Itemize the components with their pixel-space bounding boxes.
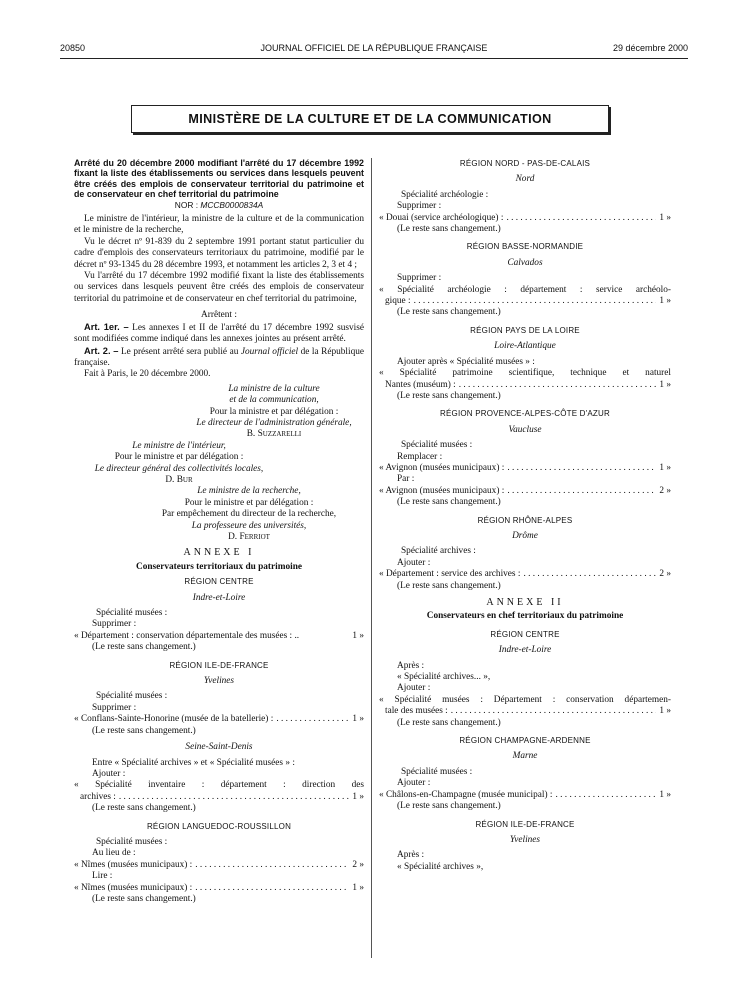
annexe-1-heading: ANNEXE I bbox=[183, 547, 255, 559]
signature-culture bbox=[74, 384, 364, 441]
article-2-label: Art. 2. – bbox=[84, 345, 119, 356]
action-label: Ajouter : bbox=[397, 557, 431, 568]
article-2 bbox=[74, 346, 364, 370]
action-label: Supprimer : bbox=[397, 201, 442, 212]
rest-unchanged: (Le reste sans changement.) bbox=[92, 642, 196, 653]
after-label: Après : bbox=[397, 850, 425, 861]
spec-label: Spécialité archéologie : bbox=[401, 189, 489, 200]
action-label: Ajouter : bbox=[92, 768, 126, 779]
list-item: tale des musées : . . . 1 » bbox=[379, 706, 671, 717]
dept-indre-et-loire-1: Indre-et-Loire bbox=[192, 592, 246, 603]
region-languedoc-roussillon: RÉGION LANGUEDOC-ROUSSILLON bbox=[146, 821, 292, 831]
annexe-1-title: Conservateurs territoriaux du patrimoine bbox=[135, 561, 303, 572]
list-item: archives : . . . 1 » bbox=[74, 792, 364, 803]
rest-unchanged: (Le reste sans changement.) bbox=[397, 224, 501, 235]
region-centre-2: RÉGION CENTRE bbox=[490, 629, 560, 639]
region-centre-1: RÉGION CENTRE bbox=[184, 577, 254, 587]
region-rhone-alpes: RÉGION RHÔNE-ALPES bbox=[477, 515, 573, 525]
decree-para-3: Vu l'arrêté du 17 décembre 1992 modifié fixant la liste des établissements ou services dans lesquels peuvent être créés des emplois de conservateur territorial du patrimoine et de conservateur en chef territorial du patrimoine, bbox=[74, 271, 364, 304]
list-item: « Nîmes (musées municipaux) : . . . 1 » bbox=[74, 883, 364, 894]
list-item: « Département : service des archives : . . . 2 » bbox=[379, 569, 671, 580]
sig1-line1: La ministre de la culture bbox=[228, 383, 320, 394]
issue-date: 29 décembre 2000 bbox=[612, 43, 688, 53]
page-header bbox=[60, 42, 688, 54]
sig3-line4: La professeure des universités, bbox=[191, 520, 307, 531]
sig1-line3: Pour la ministre et par délégation : bbox=[209, 406, 339, 417]
nor-reference bbox=[74, 200, 364, 211]
spec-label: Spécialité musées : bbox=[96, 836, 168, 847]
region-pays-de-la-loire: RÉGION PAYS DE LA LOIRE bbox=[470, 325, 580, 335]
list-item: « Avignon (musées municipaux) : . . . 1 » bbox=[379, 463, 671, 474]
action-label: Ajouter : bbox=[397, 683, 431, 694]
spec-label: Spécialité musées : bbox=[401, 766, 473, 777]
rest-unchanged: (Le reste sans changement.) bbox=[397, 307, 501, 318]
action-label: Ajouter : bbox=[397, 778, 431, 789]
action-label: Supprimer : bbox=[92, 702, 137, 713]
column-divider bbox=[371, 158, 372, 958]
sig3-signatory: D. Ferriot bbox=[228, 532, 270, 542]
sig2-signatory: D. Bur bbox=[165, 474, 193, 485]
after-label: Après : bbox=[397, 660, 425, 671]
list-item: « Châlons-en-Champagne (musée municipal) : . . . 1 » bbox=[379, 790, 671, 801]
dept-drome: Drôme bbox=[512, 530, 538, 541]
page-number: 20850 bbox=[60, 43, 86, 53]
sig2-line1: Le ministre de l'intérieur, bbox=[132, 440, 226, 451]
rest-unchanged: (Le reste sans changement.) bbox=[397, 390, 501, 401]
list-item: « Spécialité inventaire : département : direction des bbox=[74, 780, 364, 791]
rest-unchanged: (Le reste sans changement.) bbox=[397, 717, 501, 728]
region-paca: RÉGION PROVENCE-ALPES-CÔTE D'AZUR bbox=[440, 409, 610, 419]
dept-nord: Nord bbox=[515, 174, 535, 185]
action-label: Par : bbox=[397, 474, 415, 485]
decree-title: Arrêté du 20 décembre 2000 modifiant l'arrêté du 17 décembre 1992 fixant la liste des établissements ou services dans lesquels peuvent être créés des emplois de conservateur territorial du patrimoine et de conservateur en chef territorial du patrimoine bbox=[74, 158, 364, 200]
sig2-line3: Le directeur général des collectivités locales, bbox=[94, 463, 264, 474]
action-label: Supprimer : bbox=[92, 619, 137, 630]
decree-para-2: Vu le décret nº 91-839 du 2 septembre 1991 portant statut particulier du cadre d'emplois des conservateurs territoriaux du patrimoine, modifié par le décret nº 93-1345 du 28 décembre 1993, et notamment les articles 2, 3 et 4 ; bbox=[74, 236, 364, 270]
sig3-line1: Le ministre de la recherche, bbox=[197, 486, 301, 497]
spec-label: Spécialité musées : bbox=[96, 691, 168, 702]
quote-line: « Spécialité archives », bbox=[397, 861, 484, 872]
signature-recherche bbox=[74, 486, 364, 543]
list-item: « Département : conservation départementale des musées : .. 1 » bbox=[74, 630, 364, 641]
dept-calvados: Calvados bbox=[507, 257, 543, 268]
list-item: « Douai (service archéologique) : . . . 1 » bbox=[379, 213, 671, 224]
article-2-text-b: de la République française. bbox=[74, 346, 364, 368]
spec-label: Spécialité musées : bbox=[401, 440, 473, 451]
rest-unchanged: (Le reste sans changement.) bbox=[92, 725, 196, 736]
rest-unchanged: (Le reste sans changement.) bbox=[397, 801, 501, 812]
region-basse-normandie: RÉGION BASSE-NORMANDIE bbox=[466, 242, 584, 252]
list-item: « Spécialité patrimoine scientifique, technique et naturel bbox=[379, 368, 671, 379]
list-item: « Avignon (musées municipaux) : . . . 2 » bbox=[379, 486, 671, 497]
article-1-label: Art. 1er. – bbox=[84, 321, 129, 332]
action-label: Supprimer : bbox=[397, 273, 442, 284]
nor-code: MCCB0000834A bbox=[200, 199, 264, 210]
region-champagne-ardenne: RÉGION CHAMPAGNE-ARDENNE bbox=[459, 736, 591, 746]
ministry-heading: MINISTÈRE DE LA CULTURE ET DE LA COMMUNICATION bbox=[131, 105, 609, 133]
article-1-text: Les annexes I et II de l'arrêté du 17 décembre 1992 susvisé sont modifiées comme indiqué dans les annexes jointes au présent arrêté. bbox=[74, 322, 364, 345]
region-nord-pas-de-calais: RÉGION NORD - PAS-DE-CALAIS bbox=[459, 159, 591, 168]
action-label: Au lieu de : bbox=[92, 848, 136, 859]
list-item: « Spécialité musées : Département : conservation départemen- bbox=[379, 694, 671, 705]
list-item: « Conflans-Sainte-Honorine (musée de la batellerie) : . . . 1 » bbox=[74, 714, 364, 725]
left-column bbox=[74, 158, 364, 905]
nor-label: NOR : bbox=[174, 199, 199, 210]
action-label: Lire : bbox=[92, 871, 113, 882]
rest-unchanged: (Le reste sans changement.) bbox=[397, 497, 501, 508]
right-column bbox=[379, 158, 671, 873]
annexe-2-heading: ANNEXE II bbox=[486, 597, 564, 608]
rest-unchanged: (Le reste sans changement.) bbox=[92, 893, 196, 904]
header-rule bbox=[60, 58, 688, 59]
after-label: Ajouter après « Spécialité musées » : bbox=[397, 356, 535, 367]
rest-unchanged: (Le reste sans changement.) bbox=[397, 580, 501, 591]
sig2-line2: Pour le ministre et par délégation : bbox=[114, 452, 244, 463]
journal-title: JOURNAL OFFICIEL DE LA RÉPUBLIQUE FRANÇAISE bbox=[260, 43, 488, 53]
between-label: Entre « Spécialité archives » et « Spécialité musées » : bbox=[92, 757, 295, 768]
sig3-line3: Par empêchement du directeur de la recherche, bbox=[161, 509, 337, 520]
decree-para-1: Le ministre de l'intérieur, la ministre de la culture et de la communication et le ministre de la recherche, bbox=[74, 214, 364, 236]
dept-vaucluse: Vaucluse bbox=[508, 424, 542, 435]
region-idf-1: RÉGION ILE-DE-FRANCE bbox=[169, 660, 269, 670]
sig1-line4: Le directeur de l'administration générale, bbox=[196, 417, 352, 428]
article-2-text-italic: Journal officiel bbox=[240, 346, 299, 357]
sig3-line2: Pour le ministre et par délégation : bbox=[184, 497, 314, 508]
list-item: « Spécialité archéologie : département : service archéolo- bbox=[379, 284, 671, 295]
spec-label: Spécialité musées : bbox=[96, 608, 168, 619]
dept-indre-et-loire-2: Indre-et-Loire bbox=[498, 645, 552, 656]
article-1 bbox=[74, 322, 364, 346]
dept-loire-atlantique: Loire-Atlantique bbox=[494, 341, 556, 352]
fait-a-paris: Fait à Paris, le 20 décembre 2000. bbox=[84, 369, 211, 380]
spec-label: Spécialité archives : bbox=[401, 546, 476, 557]
signature-interieur bbox=[74, 441, 364, 487]
article-2-text-a: Le présent arrêté sera publié au bbox=[121, 346, 239, 357]
region-idf-2: RÉGION ILE-DE-FRANCE bbox=[475, 819, 575, 829]
arretent: Arrêtent : bbox=[201, 310, 237, 321]
annexe-2-title: Conservateurs en chef territoriaux du patrimoine bbox=[426, 611, 624, 622]
list-item: gique : . . . 1 » bbox=[379, 296, 671, 307]
dept-yvelines-1: Yvelines bbox=[203, 676, 235, 687]
dept-yvelines-2: Yvelines bbox=[509, 834, 541, 845]
sig1-signatory: B. Suzzarelli bbox=[246, 429, 302, 440]
sig1-line2: et de la communication, bbox=[229, 395, 319, 406]
quote-line: « Spécialité archives... », bbox=[397, 672, 491, 683]
list-item: Nantes (muséum) : . . . 1 » bbox=[379, 380, 671, 391]
list-item: « Nîmes (musées municipaux) : . . . 2 » bbox=[74, 860, 364, 871]
rest-unchanged: (Le reste sans changement.) bbox=[92, 803, 196, 814]
dept-marne: Marne bbox=[512, 751, 538, 762]
dept-seine-saint-denis: Seine-Saint-Denis bbox=[185, 742, 253, 753]
action-label: Remplacer : bbox=[397, 451, 443, 462]
